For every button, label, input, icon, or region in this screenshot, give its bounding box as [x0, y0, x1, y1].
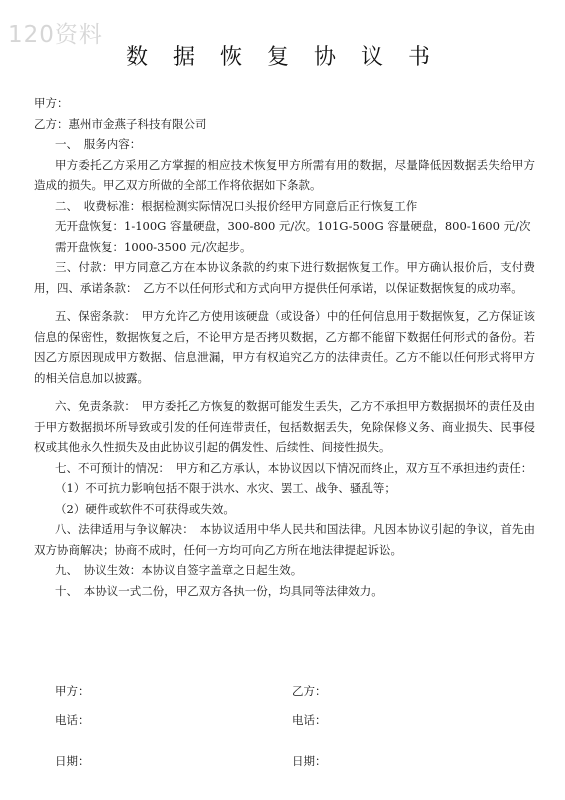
sign-a-phone: 电话： — [55, 713, 90, 727]
watermark: 120资料 — [8, 22, 103, 48]
section-6-text: 六、免责条款： 甲方委托乙方恢复的数据可能发生丢失，乙方不承担甲方数据损坏的责任及由于甲方数据损坏所导致或引发的任何连带责任，包括数据丢失，免除保修义务、商业损失、民事侵权或其他永久性损失及由此协议引起的偶发性、后续性、间接性损失。 — [34, 399, 535, 454]
section-5-text: 五、保密条款： 甲方允许乙方使用该硬盘（或设备）中的任何信息用于数据恢复，乙方保证该信息的保密性，数据恢复之后，不论甲方是否拷贝数据，乙方都不能留下数据任何形式的备份。若因乙方原因现成甲方数据、信息泄漏，甲方有权追究乙方的法律责任。乙方不能以任何形式将甲方的相关信息加以披露。 — [34, 309, 535, 385]
sign-a-date: 日期： — [55, 754, 90, 768]
section-7-item-1: （1）不可抗力影响包括不限于洪水、水灾、罢工、战争、骚乱等； — [55, 481, 396, 495]
section-8-text: 八、法律适用与争议解决： 本协议适用中华人民共和国法律。凡因本协议引起的争议，首先由双方协商解决；协商不成时，任何一方均可向乙方所在地法律提起诉讼。 — [34, 522, 535, 557]
section-3-4-text: 三、付款：甲方同意乙方在本协议条款的约束下进行数据恢复工作。甲方确认报价后，支付费用，四、承诺条款： 乙方不以任何形式和方式向甲方提供任何承诺，以保证数据恢复的成功率。 — [34, 260, 535, 295]
section-7-item-2: （2）硬件或软件不可获得或失效。 — [55, 501, 235, 516]
signature-block-party-b — [292, 682, 327, 781]
section-10-text: 十、 本协议一式二份，甲乙双方各执一份，均具同等法律效力。 — [55, 583, 383, 598]
signature-block-party-a — [55, 682, 90, 781]
sign-b-party: 乙方： — [292, 684, 327, 698]
section-2-heading: 二、 收费标准：根据检测实际情况口头报价经甲方同意后正行恢复工作 — [55, 198, 418, 213]
sign-b-phone: 电话： — [292, 713, 327, 727]
agreement-body — [0, 93, 565, 601]
document-title: 数 据 恢 复 协 议 书 — [126, 45, 439, 70]
section-1-heading: 一、 服务内容： — [55, 137, 142, 151]
sign-b-date: 日期： — [292, 754, 327, 768]
section-2-rate-1: 无开盘恢复：1-100G 容量硬盘，300-800 元/次。101G-500G 容量硬盘，800-1600 元/次 — [55, 219, 531, 233]
section-2-rate-2: 需开盘恢复：1000-3500 元/次起步。 — [55, 239, 252, 254]
party-a-line: 甲方： — [34, 96, 69, 110]
sign-a-party: 甲方： — [55, 684, 90, 698]
section-9-text: 九、 协议生效：本协议自签字盖章之日起生效。 — [55, 563, 303, 577]
section-1-text: 甲方委托乙方采用乙方掌握的相应技术恢复甲方所需有用的数据，尽量降低因数据丢失给甲方造成的损失。甲乙双方所做的全部工作将依据如下条款。 — [34, 157, 535, 192]
party-b-line: 乙方：惠州市金燕子科技有限公司 — [34, 116, 207, 131]
section-7-heading: 七、不可预计的情况： 甲方和乙方承认，本协议因以下情况而终止，双方互不承担违约责任： — [55, 460, 533, 475]
